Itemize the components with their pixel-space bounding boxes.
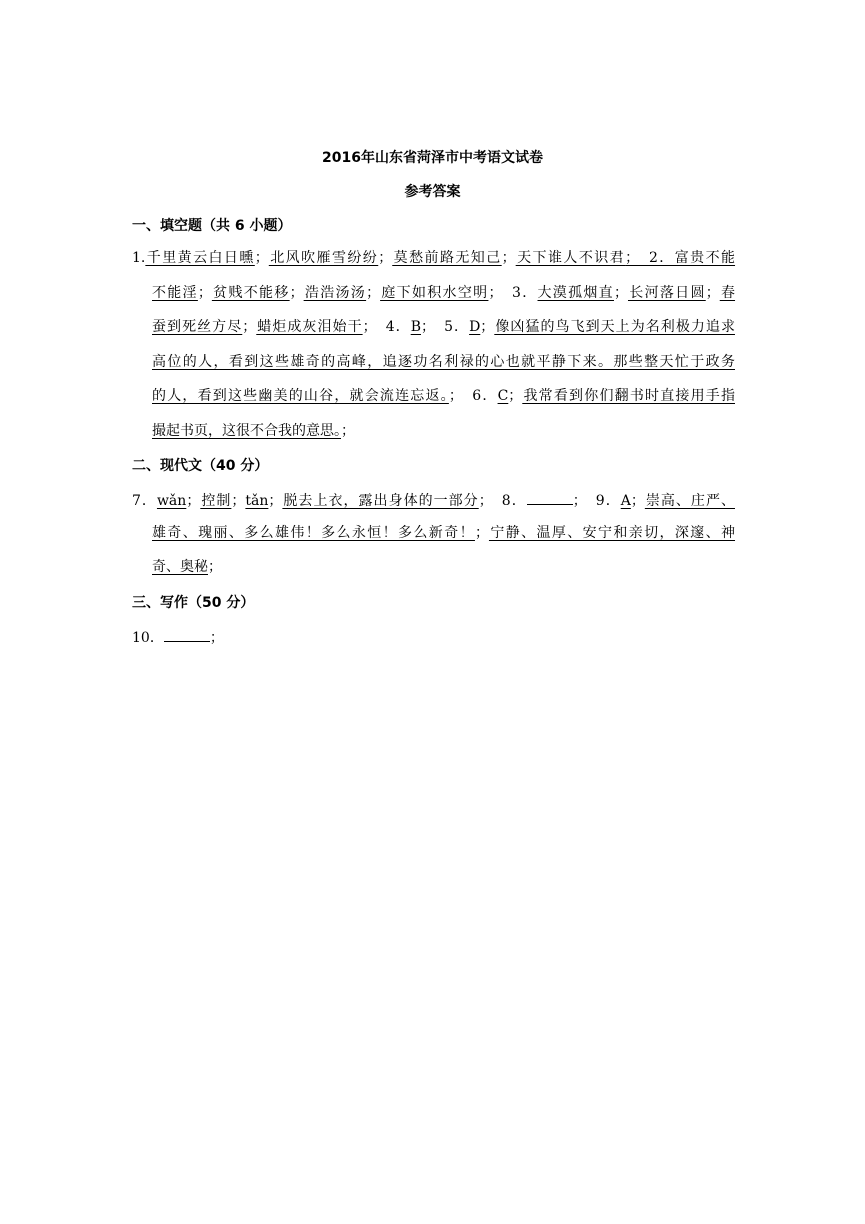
separator: ； (501, 250, 516, 266)
answer-line (132, 248, 735, 268)
answer-text: 浩浩汤汤 (303, 285, 367, 301)
question-number: 7． (132, 493, 157, 509)
answer-choice: A (620, 493, 631, 509)
separator: ； (231, 493, 246, 509)
separator: ； (289, 285, 304, 301)
separator: ； (197, 285, 212, 301)
answer-text: 雄奇、瑰丽、多么雄伟！多么永恒！多么新奇！ (152, 525, 475, 541)
question-number: ； 9． (572, 493, 621, 509)
separator: ； (480, 319, 495, 335)
question-number: ； 6． (448, 388, 498, 404)
answer-text: 莫愁前路无知己 (392, 250, 502, 266)
separator: ； (242, 319, 257, 335)
separator: ； (613, 285, 628, 301)
answer-text: 的人，看到这些幽美的山谷，就会流连忘返。 (152, 388, 449, 404)
answer-text: 不能淫 (152, 285, 198, 301)
separator: ； (508, 388, 523, 404)
separator: ； (378, 250, 393, 266)
answer-line (152, 283, 735, 303)
answer-choice: C (497, 388, 509, 404)
separator: ； (254, 250, 269, 266)
answer-line (152, 421, 735, 441)
answer-text: 庭下如积水空明 (380, 285, 489, 301)
question-number: 1. (132, 250, 146, 266)
separator: ； (186, 493, 201, 509)
separator: ； (208, 559, 222, 575)
answer-text: 天下谁人不识君 (515, 250, 626, 266)
answer-text: 控制 (200, 493, 232, 509)
answer-line (152, 352, 735, 372)
answer-text: 蜡炬成灰泪始干 (256, 319, 363, 335)
answer-text: 大漠孤烟直 (537, 285, 614, 301)
document-subtitle: 参考答案 (404, 184, 461, 200)
answer-text: 奇、奥秘 (152, 559, 208, 575)
answer-text: 我常看到你们翻书时直接用手指 (522, 388, 735, 404)
answer-line (152, 557, 735, 577)
answer-text: 像凶猛的鸟飞到天上为名利极力追求 (494, 319, 735, 335)
question-number: ； 5． (420, 319, 470, 335)
question-number: ； 8． (478, 493, 527, 509)
question-number: 10． (132, 630, 164, 646)
separator: ； (341, 423, 355, 439)
document-title: 2016年山东省菏泽市中考语文试卷 (322, 150, 543, 166)
section-heading-modern-text: 二、现代文（40 分） (132, 458, 269, 474)
answer-line (152, 386, 735, 406)
answer-pinyin: wǎn (156, 493, 187, 509)
answer-choice: B (410, 319, 421, 335)
answer-text: 宁静、温厚、安宁和亲切，深邃、神 (488, 525, 736, 541)
answer-blank (527, 488, 573, 505)
separator: ； (209, 630, 224, 646)
answer-text: 蚕到死丝方尽 (152, 319, 243, 335)
answer-text: 崇高、庄严、 (644, 493, 735, 509)
question-number: ； 3． (488, 285, 538, 301)
answer-choice: D (469, 319, 481, 335)
answer-line (132, 625, 735, 648)
separator: ； (366, 285, 381, 301)
answer-text: 高位的人，看到这些雄奇的高峰，追逐功名利禄的心也就平静下来。那些整天忙于政务 (152, 354, 735, 370)
answer-text: ； 2．富贵不能 (625, 250, 736, 266)
answer-text: 贫贱不能移 (211, 285, 290, 301)
answer-text: 脱去上衣，露出身体的一部分 (282, 493, 479, 509)
separator: ； (268, 493, 283, 509)
answer-line (152, 317, 735, 337)
separator: ； (474, 525, 489, 541)
section-heading-fill-in: 一、填空题（共 6 小题） (132, 218, 292, 234)
separator: ； (630, 493, 645, 509)
section-heading-writing: 三、写作（50 分） (132, 595, 255, 611)
answer-blank (164, 625, 210, 642)
answer-text: 北风吹雁雪纷纷 (268, 250, 379, 266)
answer-text: 千里黄云白日曛 (145, 250, 255, 266)
answer-line (132, 488, 735, 511)
answer-text: 春 (719, 285, 736, 301)
separator: ； (705, 285, 720, 301)
answer-line (152, 523, 735, 543)
question-number: ； 4． (362, 319, 411, 335)
answer-pinyin: tǎn (245, 493, 269, 509)
answer-text: 长河落日圆 (627, 285, 706, 301)
answer-text: 撮起书页，这很不合我的意思。 (152, 423, 341, 439)
